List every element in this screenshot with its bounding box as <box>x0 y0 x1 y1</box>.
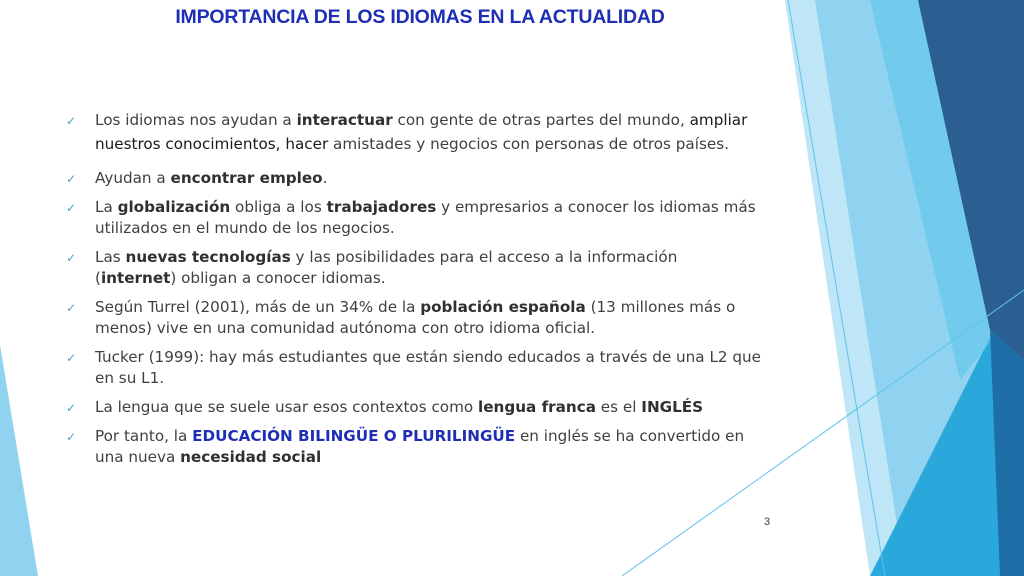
bullet-text-run: población española <box>420 298 586 316</box>
bullet-text-run: Tucker (1999): hay más estudiantes que están siendo educados a través de una L2 que en su L1. <box>95 348 762 387</box>
bullet-text-run: en inglés se ha convertido en una nueva <box>95 427 745 466</box>
bullet-item <box>62 197 762 239</box>
checkmark-icon: ✓ <box>66 351 77 365</box>
bullet-text-run: La <box>95 198 118 216</box>
bullet-text-run: trabajadores <box>326 198 437 216</box>
bullet-item <box>62 426 762 468</box>
bullet-item <box>62 297 762 339</box>
bullet-text-run: Los idiomas nos ayudan a <box>95 111 297 129</box>
bullet-text-run: y empresarios a conocer los idiomas más utilizados en el mundo de los negocios. <box>95 198 756 237</box>
bullet-text-run: globalización <box>117 198 231 216</box>
bullet-text-run: Las <box>95 248 126 266</box>
checkmark-icon: ✓ <box>66 401 77 415</box>
bullet-text-run: Ayudan a <box>95 169 171 187</box>
bullet-text-run: Por tanto, la <box>95 427 193 445</box>
checkmark-icon: ✓ <box>66 301 77 315</box>
checkmark-icon: ✓ <box>66 430 77 444</box>
bullet-text-run: amistades y negocios con personas de otros países. <box>328 135 729 153</box>
slide-title: IMPORTANCIA DE LOS IDIOMAS EN LA ACTUALIDAD <box>175 6 665 28</box>
left-accent-shape <box>0 345 38 576</box>
bullet-text-run: es el <box>595 398 642 416</box>
bullet-text-run: nuevas tecnologías <box>125 248 291 266</box>
bullet-text-run: EDUCACIÓN BILINGÜE O PLURILINGÜE <box>192 427 516 445</box>
bullet-text-run: ampliar nuestros conocimientos, hacer <box>95 111 748 153</box>
checkmark-icon: ✓ <box>66 172 77 186</box>
bullet-text-run: necesidad social <box>180 448 322 466</box>
bullet-text-run: Según Turrel (2001), más de un 34% de la <box>95 298 421 316</box>
page-number: 3 <box>764 516 771 528</box>
bullet-text-run: ) obligan a conocer idiomas. <box>170 269 386 287</box>
bullet-text-run: lengua franca <box>478 398 596 416</box>
bullet-item <box>62 247 762 289</box>
bullet-text-run: encontrar empleo <box>170 169 323 187</box>
checkmark-icon: ✓ <box>66 114 77 128</box>
bullet-text-run: con gente de otras partes del mundo, <box>392 111 690 129</box>
bullet-list <box>62 108 762 476</box>
bullet-item <box>62 347 762 389</box>
bullet-text-run: obliga a los <box>230 198 327 216</box>
bullet-text-run: internet <box>100 269 171 287</box>
bullet-text-run: interactuar <box>296 111 393 129</box>
bullet-text-run: La lengua que se suele usar esos contextos como <box>95 398 479 416</box>
checkmark-icon: ✓ <box>66 251 77 265</box>
bullet-text-run: . <box>322 169 328 187</box>
bullet-text-run: (13 millones más o menos) vive en una comunidad autónoma con otro idioma oficial. <box>95 298 736 337</box>
bullet-text-run: INGLÉS <box>641 398 704 416</box>
bullet-item <box>62 108 762 156</box>
bullet-item <box>62 397 762 418</box>
bullet-text-run: y las posibilidades para el acceso a la información ( <box>95 248 678 287</box>
checkmark-icon: ✓ <box>66 201 77 215</box>
bullet-item <box>62 168 762 189</box>
